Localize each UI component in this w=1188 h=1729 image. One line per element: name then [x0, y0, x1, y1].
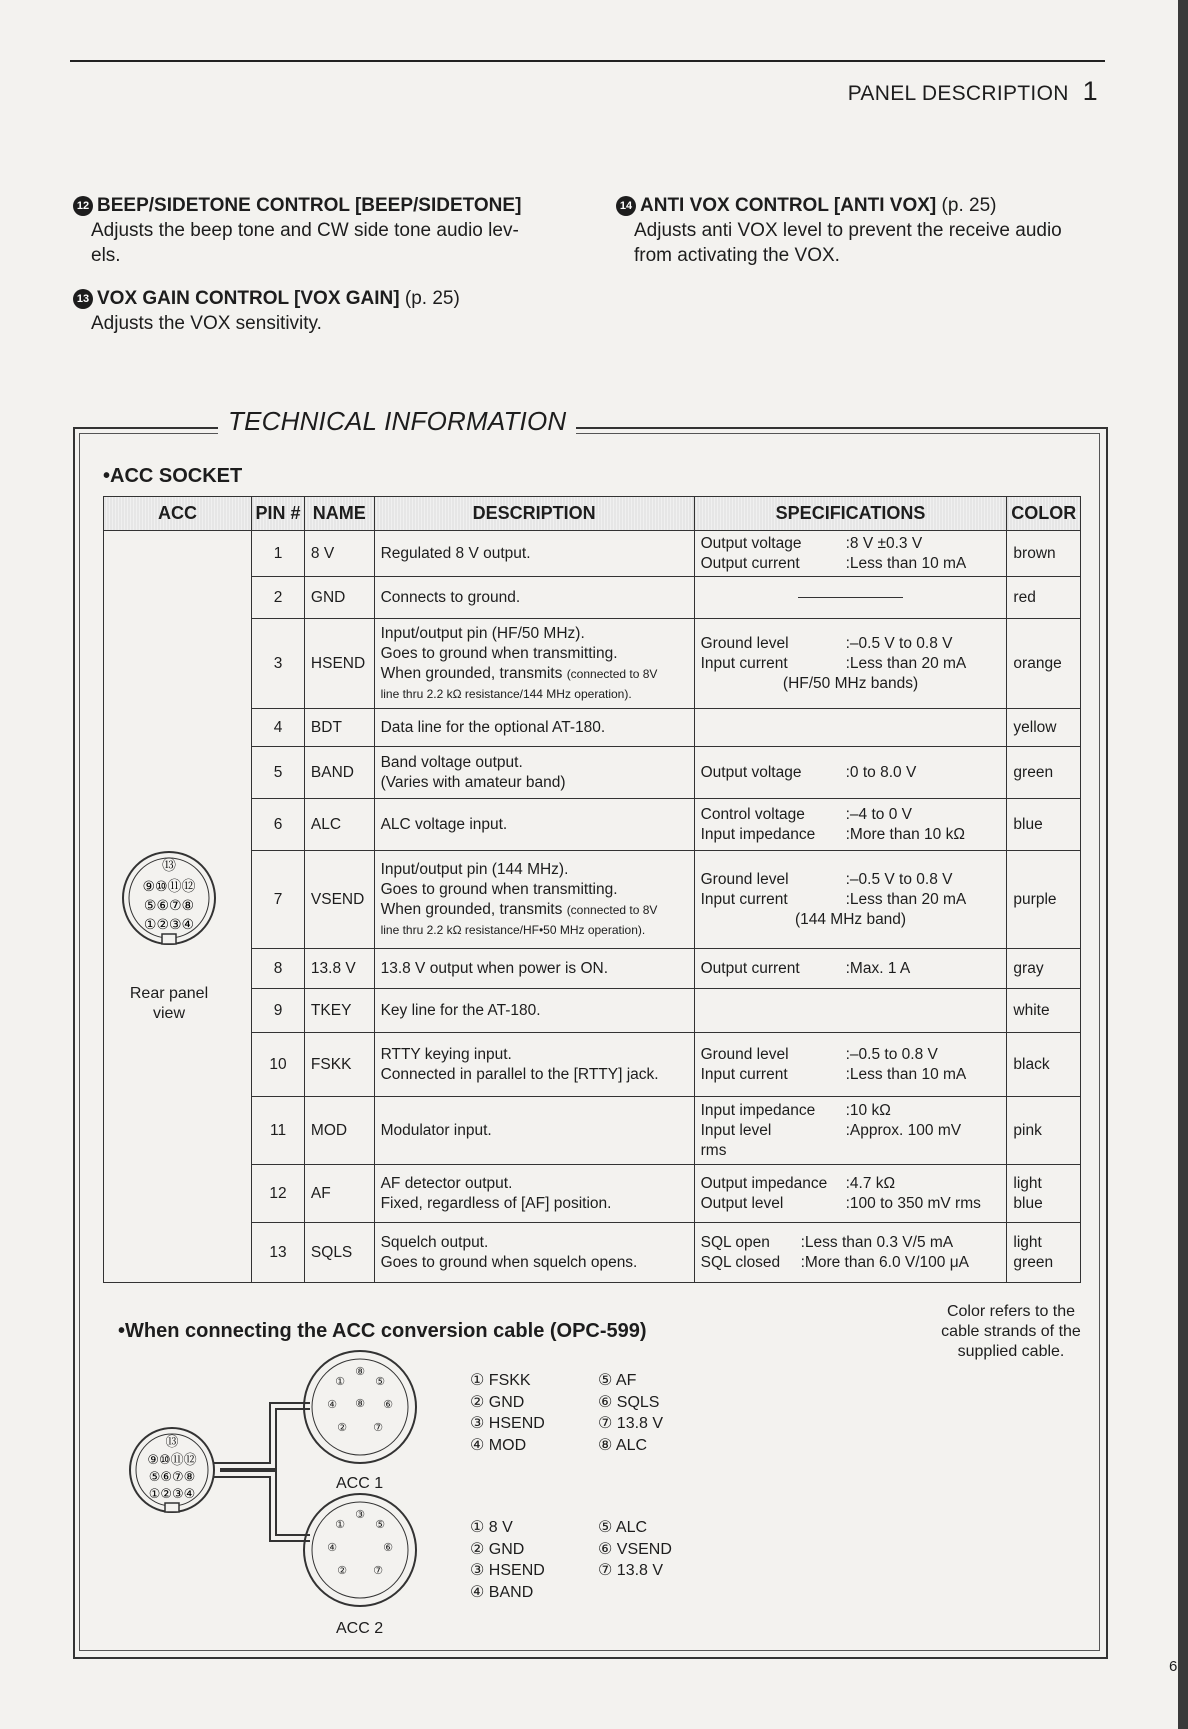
- pin-cell: 1: [252, 531, 305, 577]
- section-heading: ANTI VOX CONTROL [ANTI VOX]: [640, 195, 937, 216]
- spec-key: Ground level: [700, 870, 789, 888]
- color-cell: yellow: [1007, 709, 1081, 747]
- desc-cell: Regulated 8 V output.: [374, 531, 694, 577]
- socket-label-row1: ⑨⑩⑪⑫: [147, 1453, 197, 1468]
- spec-value: :100 to 350 mV rms: [845, 1194, 981, 1212]
- name-cell: AF: [304, 1165, 374, 1223]
- color-cell: blue: [1007, 799, 1081, 851]
- spec-value: :0 to 8.0 V: [845, 763, 917, 781]
- spec-key: Ground level: [700, 634, 789, 652]
- pin-cell: 12: [252, 1165, 305, 1223]
- color-cell: pink: [1007, 1097, 1081, 1165]
- name-cell: BDT: [304, 709, 374, 747]
- spec-key: Input current: [700, 654, 788, 672]
- section-anti-vox: [616, 193, 1116, 268]
- socket-label-row3: ①②③④: [148, 1487, 196, 1502]
- spec-cell: [694, 1165, 1007, 1223]
- desc-cell: Connects to ground.: [374, 577, 694, 619]
- socket-label-top: ⑬: [165, 1435, 179, 1450]
- name-cell: VSEND: [304, 851, 374, 949]
- section-text: els.: [91, 245, 121, 266]
- pin-label: ⑥ VSEND: [598, 1540, 672, 1558]
- svg-text:⑥: ⑥: [383, 1398, 393, 1411]
- desc-small: (connected to 8V: [566, 902, 658, 917]
- pin-label: ⑤ AF: [598, 1372, 637, 1389]
- pin-label: ② GND: [470, 1393, 525, 1411]
- svg-text:⑤: ⑤: [375, 1518, 385, 1531]
- color-cell: orange: [1007, 619, 1081, 709]
- desc-cell: [374, 851, 694, 949]
- spec-key: Input current: [700, 890, 788, 908]
- socket-label-row1: ⑨⑩⑪⑫: [142, 879, 196, 895]
- item-number: 13: [73, 289, 93, 309]
- acc1-label: ACC 1: [336, 1475, 384, 1492]
- col-name: NAME: [304, 497, 374, 531]
- spec-value: :10 kΩ: [845, 1101, 891, 1119]
- item-number: 12: [73, 196, 93, 216]
- pin-label: ① 8 V: [470, 1519, 513, 1536]
- color-cell: [1007, 1165, 1081, 1223]
- pin-cell: 9: [252, 989, 305, 1033]
- spec-key: Ground level: [700, 1045, 789, 1063]
- spec-value: :–0.5 to 0.8 V: [845, 1045, 938, 1063]
- spec-key: Output level: [700, 1194, 784, 1212]
- section-beep-sidetone: [73, 193, 583, 268]
- svg-text:⑧: ⑧: [355, 1365, 365, 1378]
- spec-cell: [694, 619, 1007, 709]
- spec-value: :Less than 10 mA: [845, 554, 967, 572]
- acc-socket-image-cell: [104, 531, 252, 1283]
- section-heading: BEEP/SIDETONE CONTROL [BEEP/SIDETONE]: [97, 195, 522, 216]
- name-cell: BAND: [304, 747, 374, 799]
- spec-value: :Less than 20 mA: [845, 654, 967, 672]
- desc-small: line thru 2.2 kΩ resistance/144 MHz operation).: [380, 686, 632, 701]
- spec-value: :–0.5 V to 0.8 V: [845, 870, 953, 888]
- page-header: [848, 76, 1098, 107]
- color-line: green: [1013, 1253, 1054, 1271]
- spec-key: Output impedance: [700, 1174, 828, 1192]
- name-cell: HSEND: [304, 619, 374, 709]
- acc2-pins-left: [470, 1517, 545, 1603]
- pin-cell: 8: [252, 949, 305, 989]
- spec-cell: [694, 799, 1007, 851]
- svg-text:⑦: ⑦: [373, 1564, 383, 1577]
- pin-cell: 6: [252, 799, 305, 851]
- spec-key: Control voltage: [700, 805, 805, 823]
- col-acc: ACC: [104, 497, 252, 531]
- pin-label: ⑧ ALC: [598, 1436, 648, 1454]
- color-cell: white: [1007, 989, 1081, 1033]
- desc-small: (connected to 8V: [566, 666, 658, 681]
- pin-label: ⑥ SQLS: [598, 1393, 660, 1411]
- spec-value: :Approx. 100 mV: [845, 1121, 962, 1139]
- section-vox-gain: [73, 286, 583, 336]
- acc1-pins-left: [470, 1370, 545, 1456]
- no-spec-line: [798, 597, 903, 598]
- spec-key: Output current: [700, 554, 800, 572]
- acc2-pins-right: [598, 1517, 672, 1582]
- desc-line: Input/output pin (144 MHz).: [380, 860, 569, 878]
- svg-text:②: ②: [337, 1421, 347, 1434]
- rear-label-line1: Rear panel: [129, 985, 209, 1002]
- section-text: Adjusts the beep tone and CW side tone audio lev-: [91, 220, 519, 241]
- desc-line: Goes to ground when transmitting.: [380, 644, 618, 662]
- spec-cell: [694, 747, 1007, 799]
- desc-line: Goes to ground when squelch opens.: [380, 1253, 638, 1271]
- pin-label: ④ BAND: [470, 1583, 534, 1601]
- spec-key: rms: [700, 1141, 727, 1159]
- svg-text:③: ③: [355, 1508, 365, 1521]
- spec-value: :Less than 20 mA: [845, 890, 967, 908]
- color-cell: brown: [1007, 531, 1081, 577]
- spec-value: :More than 6.0 V/100 μA: [800, 1253, 969, 1271]
- pin-cell: 11: [252, 1097, 305, 1165]
- spec-cell: [694, 577, 1007, 619]
- svg-text:④: ④: [327, 1398, 337, 1411]
- spec-note: (144 MHz band): [794, 910, 907, 928]
- acc2-label: ACC 2: [336, 1620, 384, 1637]
- desc-cell: [374, 747, 694, 799]
- page-ref: (p. 25): [941, 195, 997, 216]
- rear-label-line2: view: [152, 1005, 185, 1022]
- color-cell: red: [1007, 577, 1081, 619]
- spec-value: :–0.5 V to 0.8 V: [845, 634, 953, 652]
- acc-socket-heading: •ACC SOCKET: [103, 465, 243, 487]
- socket-label-row2: ⑤⑥⑦⑧: [143, 898, 195, 914]
- spec-cell: [694, 709, 1007, 747]
- desc-cell: ALC voltage input.: [374, 799, 694, 851]
- spec-cell: [694, 1223, 1007, 1283]
- page-edge: [1178, 0, 1188, 1729]
- section-text: Adjusts anti VOX level to prevent the receive audio: [634, 220, 1062, 241]
- spec-key: SQL open: [700, 1233, 770, 1251]
- spec-cell: [694, 949, 1007, 989]
- page-number: 6: [1169, 1658, 1178, 1675]
- color-note: Color refers to the cable strands of the supplied cable.: [941, 1303, 1081, 1360]
- desc-line: Fixed, regardless of [AF] position.: [380, 1194, 612, 1212]
- name-cell: TKEY: [304, 989, 374, 1033]
- desc-line: Connected in parallel to the [RTTY] jack.: [380, 1065, 659, 1083]
- socket-label-top: ⑬: [162, 858, 176, 874]
- section-heading: VOX GAIN CONTROL [VOX GAIN]: [97, 288, 400, 309]
- pin-label: ④ MOD: [470, 1436, 527, 1454]
- spec-cell: [694, 1097, 1007, 1165]
- name-cell: FSKK: [304, 1033, 374, 1097]
- pin-label: ① FSKK: [470, 1372, 531, 1389]
- conversion-cable-diagram: [120, 1345, 420, 1645]
- desc-small: line thru 2.2 kΩ resistance/HF•50 MHz operation).: [380, 922, 646, 937]
- col-color: COLOR: [1007, 497, 1081, 531]
- desc-cell: [374, 1223, 694, 1283]
- section-text: from activating the VOX.: [634, 245, 840, 266]
- spec-key: Input level: [700, 1121, 772, 1139]
- desc-cell: Key line for the AT-180.: [374, 989, 694, 1033]
- pin-cell: 7: [252, 851, 305, 949]
- svg-text:②: ②: [337, 1564, 347, 1577]
- name-cell: 8 V: [304, 531, 374, 577]
- desc-line: Squelch output.: [380, 1233, 489, 1251]
- name-cell: ALC: [304, 799, 374, 851]
- pin-label: ② GND: [470, 1540, 525, 1558]
- pin-cell: 10: [252, 1033, 305, 1097]
- svg-text:①: ①: [335, 1375, 345, 1388]
- name-cell: GND: [304, 577, 374, 619]
- svg-text:④: ④: [327, 1541, 337, 1554]
- desc-cell: [374, 1033, 694, 1097]
- pin-cell: 2: [252, 577, 305, 619]
- rear-panel-label: [104, 984, 234, 1024]
- color-cell: purple: [1007, 851, 1081, 949]
- spec-cell: [694, 989, 1007, 1033]
- acc1-pins-right: [598, 1370, 663, 1456]
- pin-label: ⑦ 13.8 V: [598, 1415, 664, 1432]
- spec-key: Output voltage: [700, 534, 802, 552]
- spec-value: :More than 10 kΩ: [845, 825, 965, 843]
- desc-line: (Varies with amateur band): [380, 773, 566, 791]
- header-title: PANEL DESCRIPTION: [847, 82, 1069, 105]
- socket-label-row2: ⑤⑥⑦⑧: [148, 1470, 196, 1485]
- name-cell: SQLS: [304, 1223, 374, 1283]
- table-header-row: [104, 497, 1081, 531]
- desc-line: AF detector output.: [380, 1174, 513, 1192]
- spec-value: :4.7 kΩ: [845, 1174, 896, 1192]
- color-cell: green: [1007, 747, 1081, 799]
- page-ref: (p. 25): [404, 288, 460, 309]
- spec-note: (HF/50 MHz bands): [782, 674, 919, 692]
- spec-value: :8 V ±0.3 V: [845, 534, 923, 552]
- socket-label-row3: ①②③④: [143, 917, 195, 933]
- spec-value: :Less than 0.3 V/5 mA: [800, 1233, 954, 1251]
- svg-text:⑧: ⑧: [355, 1397, 365, 1410]
- col-pin: PIN #: [252, 497, 305, 531]
- spec-key: Input current: [700, 1065, 788, 1083]
- acc-socket-table: [103, 496, 1081, 1283]
- opc-heading: •When connecting the ACC conversion cable (OPC-599): [118, 1320, 647, 1342]
- color-cell: black: [1007, 1033, 1081, 1097]
- col-specifications: SPECIFICATIONS: [694, 497, 1007, 531]
- desc-cell: [374, 1165, 694, 1223]
- desc-cell: 13.8 V output when power is ON.: [374, 949, 694, 989]
- table-row: [104, 531, 1081, 577]
- spec-cell: [694, 531, 1007, 577]
- col-description: DESCRIPTION: [374, 497, 694, 531]
- spec-cell: [694, 1033, 1007, 1097]
- desc-line: Input/output pin (HF/50 MHz).: [380, 624, 585, 642]
- spec-value: :Less than 10 mA: [845, 1065, 967, 1083]
- desc-line: When grounded, transmits: [380, 664, 563, 682]
- color-line: blue: [1013, 1194, 1043, 1212]
- pin-label: ⑦ 13.8 V: [598, 1562, 664, 1579]
- spec-key: Output current: [700, 959, 800, 977]
- color-line: light: [1013, 1233, 1042, 1251]
- spec-key: Output voltage: [700, 763, 802, 781]
- svg-text:①: ①: [335, 1518, 345, 1531]
- spec-key: SQL closed: [700, 1253, 781, 1271]
- top-rule: [70, 60, 1105, 62]
- svg-text:⑤: ⑤: [375, 1375, 385, 1388]
- chapter-number: 1: [1082, 76, 1098, 106]
- spec-cell: [694, 851, 1007, 949]
- svg-text:⑥: ⑥: [383, 1541, 393, 1554]
- section-text: Adjusts the VOX sensitivity.: [91, 313, 322, 334]
- pin-cell: 4: [252, 709, 305, 747]
- spec-key: Input impedance: [700, 1101, 816, 1119]
- desc-cell: [374, 619, 694, 709]
- pin-cell: 13: [252, 1223, 305, 1283]
- svg-text:⑦: ⑦: [373, 1421, 383, 1434]
- desc-line: Band voltage output.: [380, 753, 523, 771]
- pin-label: ③ HSEND: [470, 1562, 545, 1579]
- color-line: light: [1013, 1174, 1042, 1192]
- technical-info-title: TECHNICAL INFORMATION: [218, 406, 576, 437]
- pin-label: ③ HSEND: [470, 1415, 545, 1432]
- spec-key: Input impedance: [700, 825, 816, 843]
- desc-line: Goes to ground when transmitting.: [380, 880, 618, 898]
- desc-line: When grounded, transmits: [380, 900, 563, 918]
- color-cell: gray: [1007, 949, 1081, 989]
- name-cell: MOD: [304, 1097, 374, 1165]
- spec-value: :–4 to 0 V: [845, 805, 912, 823]
- rear-panel-socket-diagram: [104, 828, 234, 968]
- item-number: 14: [616, 196, 636, 216]
- desc-cell: Modulator input.: [374, 1097, 694, 1165]
- name-cell: 13.8 V: [304, 949, 374, 989]
- color-cell: [1007, 1223, 1081, 1283]
- pin-cell: 3: [252, 619, 305, 709]
- pin-label: ⑤ ALC: [598, 1519, 648, 1536]
- pin-cell: 5: [252, 747, 305, 799]
- desc-line: RTTY keying input.: [380, 1045, 512, 1063]
- spec-value: :Max. 1 A: [845, 959, 911, 977]
- desc-cell: Data line for the optional AT-180.: [374, 709, 694, 747]
